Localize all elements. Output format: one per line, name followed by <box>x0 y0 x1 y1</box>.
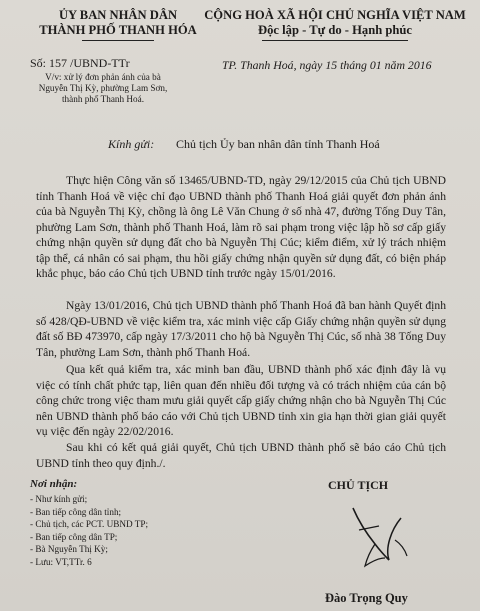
recipient-item: - Như kính gửi; <box>30 494 88 504</box>
paragraph-1-text: Thực hiện Công văn số 13465/UBND-TD, ngày 29/12/2015 của Chủ tịch UBND tỉnh Thanh Hoá về việc chỉ đạo UBND thành phố Thanh Hoá giải quyết đơn phản ánh của bà Nguyễn Thị Kỳ, chồng là ông Lê Văn Chung ở số nhà 47, đường Tống Duy Tân, phường Lam Sơn, thành phố Thanh Hoá, làm rõ sai phạm trong việc lập hồ sơ cấp giấy chứng nhận quyền sử dụng đất cho bà Nguyễn Thị Cúc; kiểm điểm, xử lý trách nhiệm tập thể, cá nhân có sai phạm, thu hồi giấy chứng nhận quyền sử dụng đất, có biện pháp khắc phục, báo cáo Chủ tịch UBND tỉnh trước ngày 15/01/2016. <box>36 174 446 280</box>
subject-line-2: Nguyễn Thị Kỳ, phường Lam Sơn, <box>38 83 168 93</box>
document-number: Số: 157 /UBND-TTr <box>30 56 130 70</box>
recipient-item: - Bà Nguyễn Thị Kỳ; <box>30 544 108 554</box>
subject-line-3: thành phố Thanh Hoá. <box>62 94 144 104</box>
recipient-item: - Ban tiếp công dân TP; <box>30 531 118 542</box>
recipients-title: Nơi nhận: <box>30 478 78 490</box>
signer-name: Đào Trọng Quy <box>325 591 408 605</box>
recipients-block <box>30 478 148 568</box>
national-header <box>200 8 470 38</box>
paragraph-4-text: Sau khi có kết quả giải quyết, Chủ tịch UBND thành phố sẽ báo cáo Chủ tịch UBND tỉnh theo quy định./. <box>36 441 446 470</box>
greeting-recipient: Chủ tịch Ủy ban nhân dân tỉnh Thanh Hoá <box>176 137 380 151</box>
paragraph-3 <box>36 362 446 440</box>
subject-line-1: V/v: xử lý đơn phản ánh của bà <box>45 72 161 82</box>
recipient-item: - Lưu: VT,TTr. 6 <box>30 556 92 567</box>
motto: Độc lập - Tự do - Hạnh phúc <box>258 23 412 37</box>
signer-title: CHỦ TỊCH <box>328 478 389 492</box>
paragraph-1 <box>36 173 446 282</box>
handwritten-signature <box>345 500 415 580</box>
subject-block <box>28 72 178 105</box>
paragraph-3-text: Qua kết quả kiểm tra, xác minh ban đầu, UBND thành phố xác định đây là vụ việc có tính chất phức tạp, liên quan đến nhiều đối tượng và có trách nhiệm của cán bộ công chức trong việc tham mưu giải quyết cấp giấy chứng nhận cho bà Nguyễn Thị Cúc nên UBND thành phố báo cáo với Chủ tịch UBND tỉnh xin gia hạn thời gian giải quyết vụ việc đến ngày 22/02/2016. <box>36 363 446 438</box>
recipient-item: - Chủ tịch, các PCT. UBND TP; <box>30 519 149 529</box>
paragraph-4 <box>36 440 446 471</box>
motto-underline <box>262 40 408 41</box>
paragraph-2 <box>36 298 446 360</box>
org-line-2: THÀNH PHỐ THANH HÓA <box>39 23 197 37</box>
org-underline <box>82 40 154 41</box>
issuing-organization <box>28 8 208 38</box>
org-line-1: ỦY BAN NHÂN DÂN <box>58 8 178 22</box>
place-date: TP. Thanh Hoá, ngày 15 tháng 01 năm 2016 <box>222 58 432 72</box>
paragraph-2-text: Ngày 13/01/2016, Chủ tịch UBND thành phố Thanh Hoá đã ban hành Quyết định số 428/QĐ-UBND về việc kiểm tra, xác minh việc cấp Giấy chứng nhận quyền sử dụng đất số BĐ 473970, cấp ngày 17/3/2011 cho hộ bà Nguyễn Thị Cúc, số nhà 38 Tống Duy Tân, phường Lam Sơn, thành phố Thanh Hoá. <box>36 299 446 359</box>
recipient-item: - Ban tiếp công dân tỉnh; <box>30 506 122 517</box>
nation-line: CỘNG HOÀ XÃ HỘI CHỦ NGHĨA VIỆT NAM <box>204 8 466 22</box>
greeting-label: Kính gửi: <box>108 137 155 151</box>
